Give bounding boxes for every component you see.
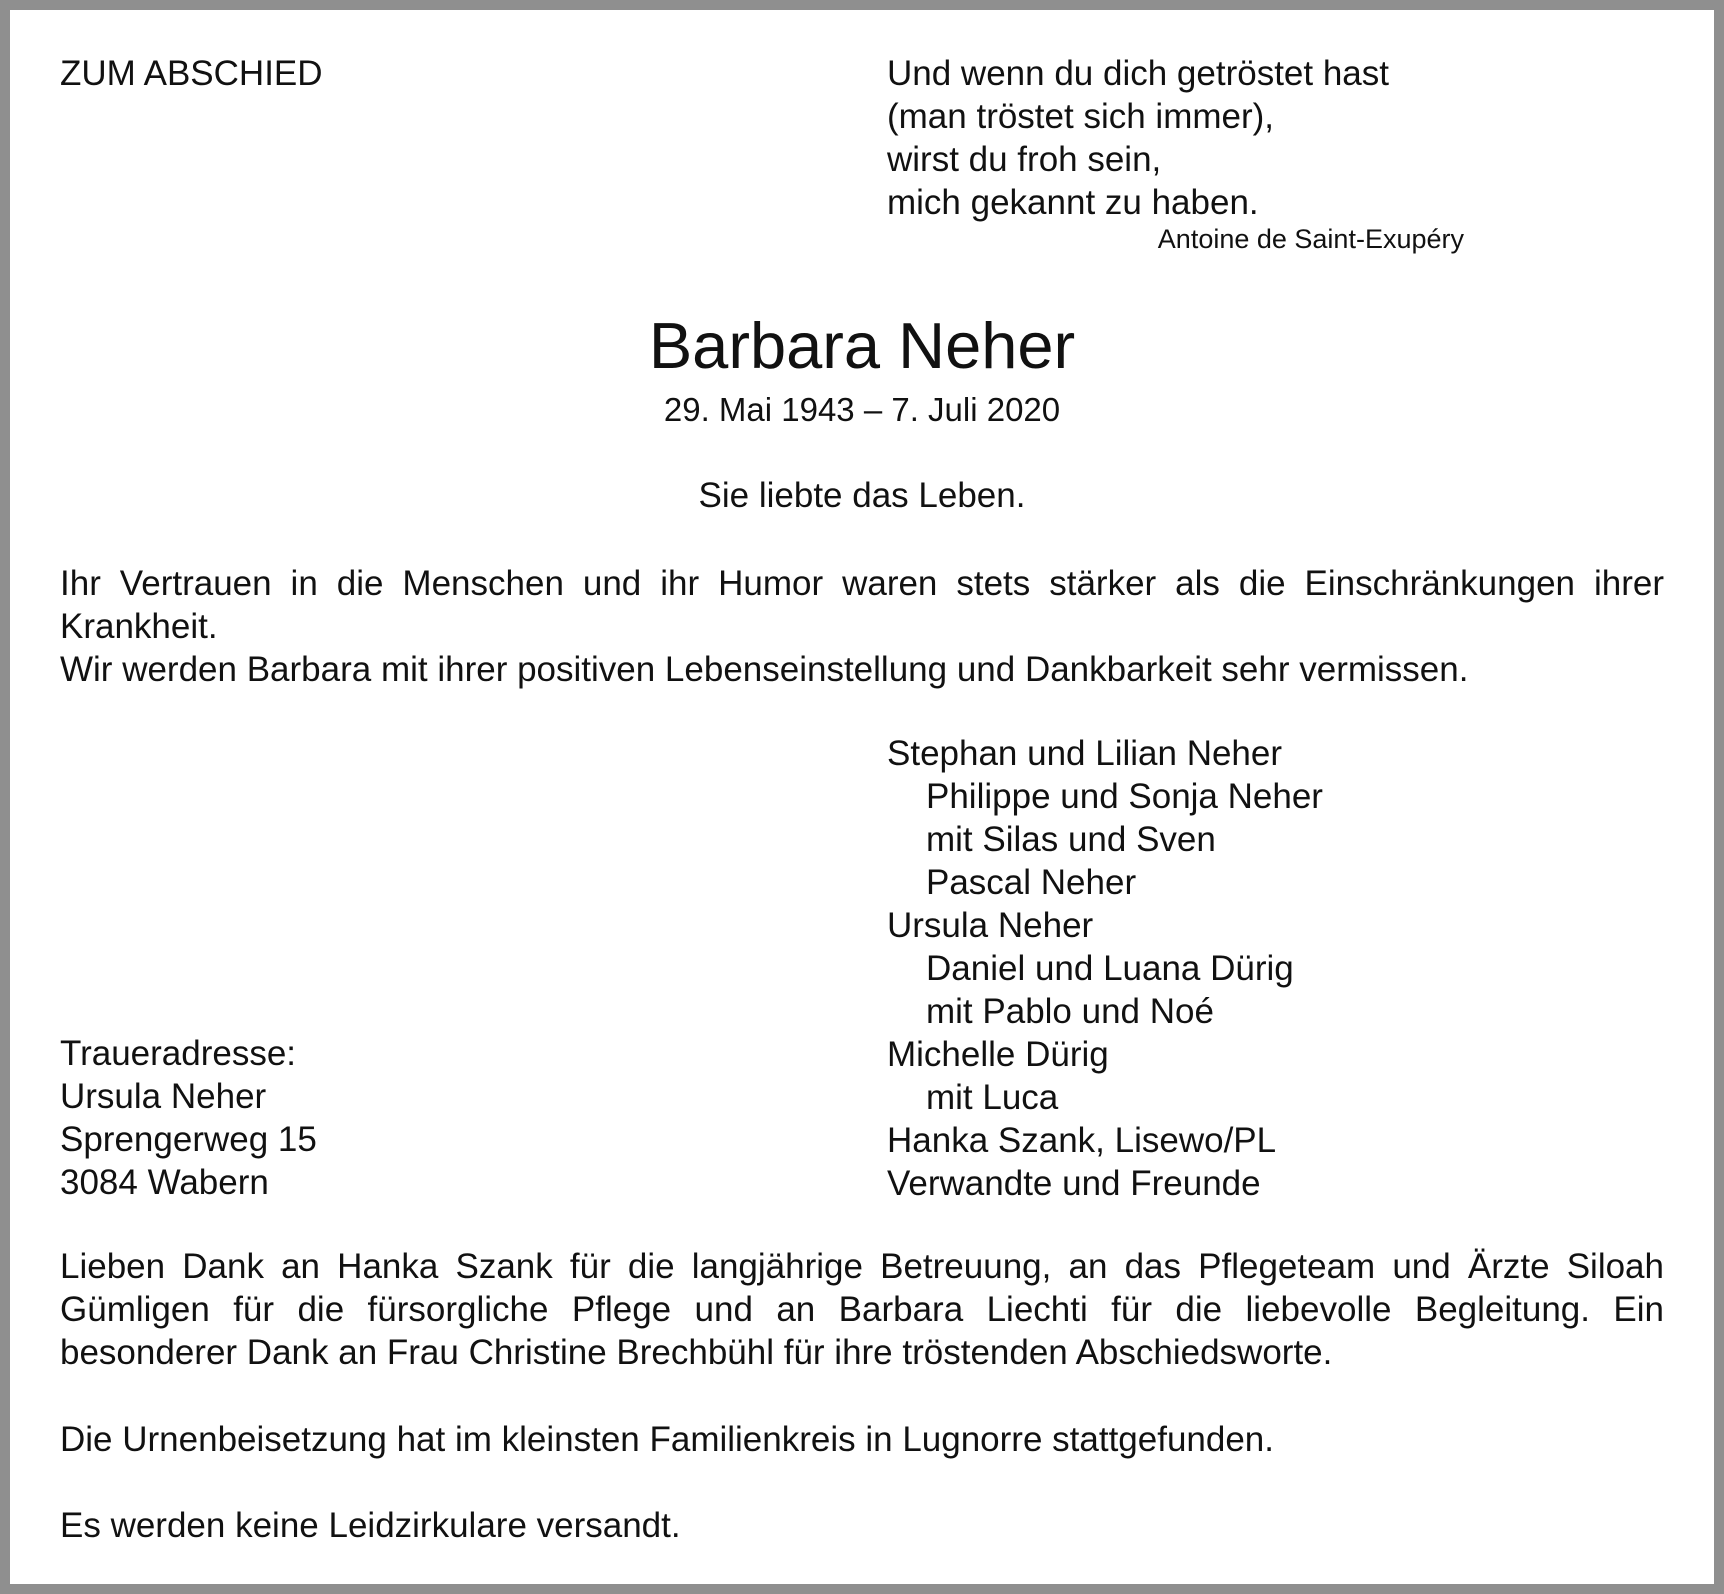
poem-line: (man tröstet sich immer), [887, 97, 1274, 136]
mourner: mit Silas und Sven [926, 820, 1216, 859]
address-city: 3084 Wabern [60, 1163, 269, 1202]
poem [887, 52, 1389, 224]
mourner: Verwandte und Freunde [887, 1164, 1261, 1203]
address-name: Ursula Neher [60, 1077, 267, 1116]
life-dates: 29. Mai 1943 – 7. Juli 2020 [663, 391, 1061, 428]
address-street: Sprengerweg 15 [60, 1120, 317, 1159]
mourner: mit Pablo und Noé [926, 992, 1214, 1031]
poem-line: Und wenn du dich getröstet hast [887, 54, 1389, 93]
paragraph-thanks: Lieben Dank an Hanka Szank für die langjährige Betreuung, an das Pflegeteam und Ärzte Siloah Gümligen für die fürsorgliche Pflege und an Barbara Liechti für die liebevolle Begleitung. Ein besonderer Dank an Frau Christine Brechbühl für ihre tröstenden Abschiedsworte. [60, 1247, 1664, 1372]
deceased-name: Barbara Neher [648, 309, 1076, 382]
paragraph-burial: Die Urnenbeisetzung hat im kleinsten Familienkreis in Lugnorre stattgefunden. [60, 1420, 1274, 1459]
paragraph-circulars: Es werden keine Leidzirkulare versandt. [60, 1506, 681, 1545]
mourner: Hanka Szank, Lisewo/PL [887, 1121, 1277, 1160]
mourner: mit Luca [926, 1078, 1059, 1117]
motto: Sie liebte das Leben. [698, 476, 1026, 515]
mourner: Philippe und Sonja Neher [926, 777, 1323, 816]
mourner: Pascal Neher [926, 863, 1137, 902]
mourner: Stephan und Lilian Neher [887, 734, 1283, 773]
obituary-notice [10, 10, 1714, 1584]
mourners-list [887, 732, 1323, 1205]
address-label: Traueradresse: [60, 1034, 297, 1073]
mourning-address [60, 1032, 317, 1204]
paragraph-trust: Ihr Vertrauen in die Menschen und ihr Humor waren stets stärker als die Einschränkungen ihrer Krankheit. [60, 564, 1664, 646]
poem-line: mich gekannt zu haben. [887, 183, 1259, 222]
poem-author: Antoine de Saint-Exupéry [1157, 224, 1464, 254]
mourner: Michelle Dürig [887, 1035, 1109, 1074]
mourner: Daniel und Luana Dürig [926, 949, 1294, 988]
poem-line: wirst du froh sein, [887, 140, 1162, 179]
heading: ZUM ABSCHIED [60, 54, 323, 93]
paragraph-miss: Wir werden Barbara mit ihrer positiven Lebenseinstellung und Dankbarkeit sehr vermissen. [60, 650, 1469, 689]
mourner: Ursula Neher [887, 906, 1094, 945]
